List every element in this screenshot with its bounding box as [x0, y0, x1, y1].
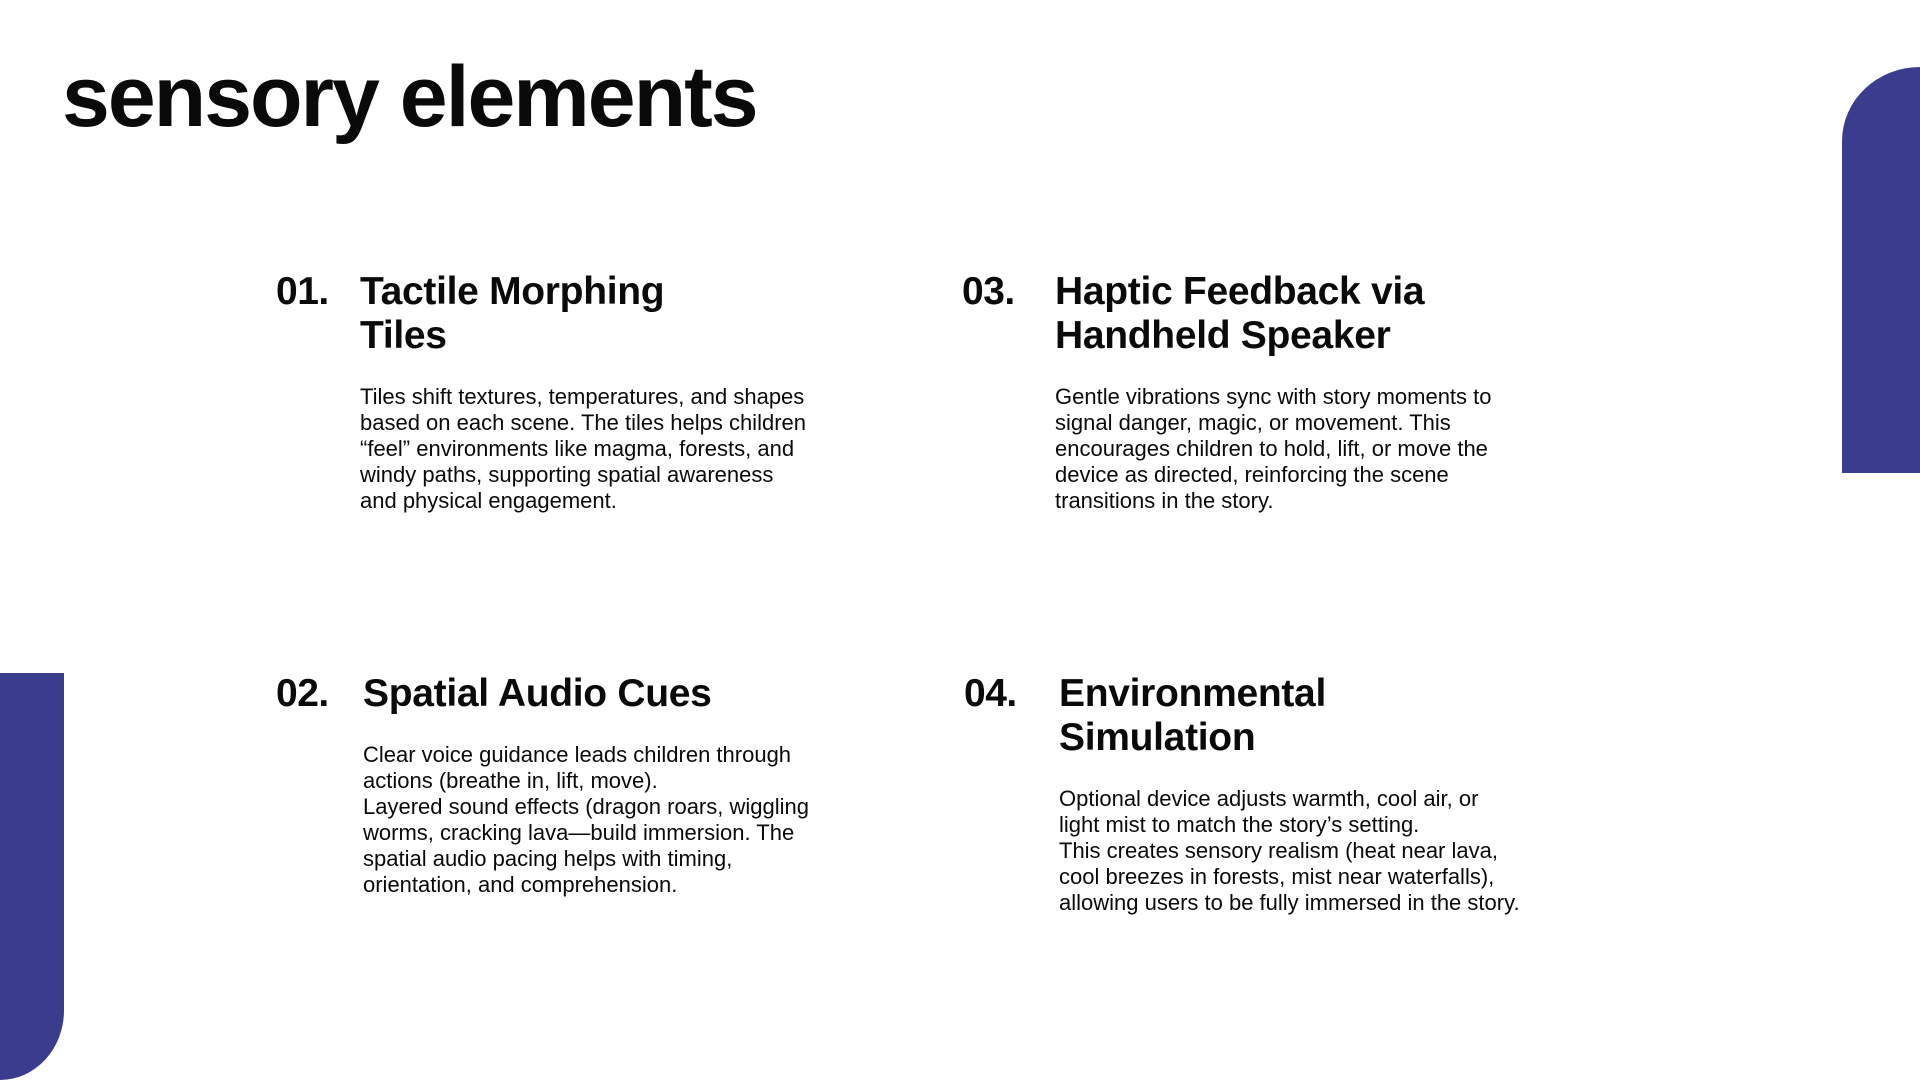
item-description-line: spatial audio pacing helps with timing, [363, 846, 733, 871]
item-description-line: allowing users to be fully immersed in the story. [1059, 890, 1520, 915]
item-description-line: signal danger, magic, or movement. This [1055, 410, 1451, 435]
item-number: 01. [276, 270, 329, 313]
item-heading-line: Tactile Morphing [360, 270, 665, 313]
item-description-line: Clear voice guidance leads children through [363, 742, 792, 767]
sensory-item-haptic-feedback [962, 270, 1602, 530]
item-description-line: and physical engagement. [360, 488, 617, 513]
item-heading [1059, 672, 1326, 760]
item-description-line: device as directed, reinforcing the scene [1055, 462, 1449, 487]
page-title: sensory elements [62, 49, 757, 145]
item-description-line: worms, cracking lava—build immersion. The [363, 820, 795, 845]
item-description [363, 742, 809, 898]
item-description-line: based on each scene. The tiles helps children [360, 410, 806, 435]
item-heading [360, 270, 664, 358]
item-description-line: Layered sound effects (dragon roars, wiggling [363, 794, 809, 819]
item-number: 03. [962, 270, 1015, 313]
item-heading-line: Tiles [360, 314, 447, 357]
item-heading [1055, 270, 1424, 358]
item-description [1059, 786, 1520, 916]
item-description-line: Optional device adjusts warmth, cool air, or [1059, 786, 1479, 811]
item-description-line: transitions in the story. [1055, 488, 1274, 513]
item-number: 02. [276, 672, 329, 715]
item-heading-line: Haptic Feedback via [1055, 270, 1425, 313]
decorative-shape-top-right [1842, 67, 1920, 473]
item-description-line: This creates sensory realism (heat near lava, [1059, 838, 1498, 863]
item-description-line: actions (breathe in, lift, move). [363, 768, 658, 793]
item-description-line: windy paths, supporting spatial awareness [360, 462, 774, 487]
item-description [360, 384, 806, 514]
item-description-line: Gentle vibrations sync with story moments to [1055, 384, 1492, 409]
item-number: 04. [964, 672, 1017, 715]
item-description-line: light mist to match the story’s setting. [1059, 812, 1420, 837]
item-description-line: orientation, and comprehension. [363, 872, 678, 897]
item-description-line: cool breezes in forests, mist near waterfalls), [1059, 864, 1495, 889]
item-heading-line: Handheld Speaker [1055, 314, 1391, 357]
sensory-item-spatial-audio-cues [276, 672, 896, 912]
sensory-item-tactile-morphing-tiles [276, 270, 896, 530]
item-description-line: “feel” environments like magma, forests, and [360, 436, 795, 461]
sensory-item-environmental-simulation [964, 672, 1624, 932]
item-heading [363, 672, 712, 716]
item-description [1055, 384, 1492, 514]
item-heading-line: Simulation [1059, 716, 1256, 759]
item-description-line: encourages children to hold, lift, or move the [1055, 436, 1488, 461]
decorative-shape-bottom-left [0, 673, 64, 1080]
item-description-line: Tiles shift textures, temperatures, and shapes [360, 384, 805, 409]
item-heading-line: Spatial Audio Cues [363, 672, 712, 715]
item-heading-line: Environmental [1059, 672, 1326, 715]
